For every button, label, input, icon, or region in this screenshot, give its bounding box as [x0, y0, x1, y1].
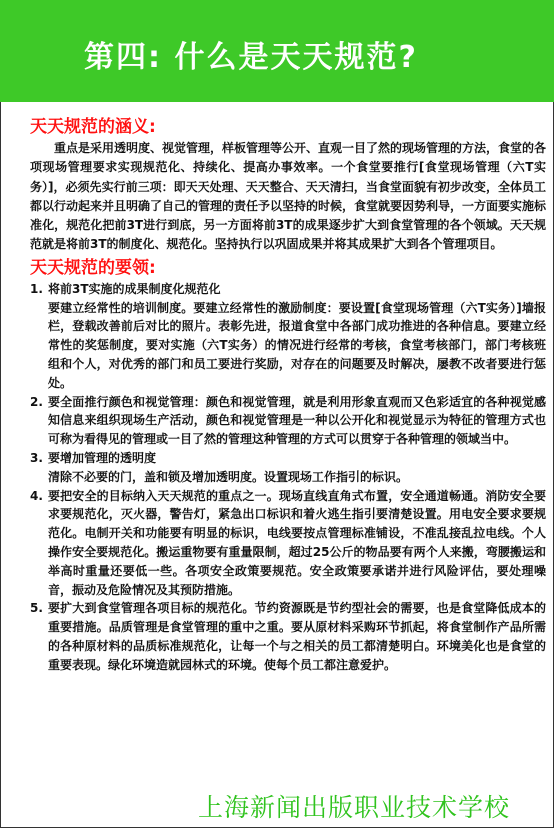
item-title: 要增加管理的透明度	[48, 450, 157, 465]
item-body: 要建立经常性的培训制度。要建立经常性的激励制度：要设置[食堂现场管理（六T实务）]墙报栏，登载改善前后对比的照片。表彰先进，报道食堂中各部门成功推进的各种信息。要建立经常性的奖惩制度，要对实施（六T实务）的情况进行经常的考核，食堂考核部门，部门考核班组和个人，对优秀的部门和员工要进行奖励，对存在的问题要及时解决，屡教不改者要进行惩处。	[48, 300, 546, 390]
item-body: 要扩大到食堂管理各项目标的规范化。节约资源既是节约型社会的需要，也是食堂降低成本的重要措施。品质管理是食堂管理的重中之重。要从原材料采购环节抓起，将食堂制作产品所需的各种原材料的品质标准规范化，让每一个与之相关的员工都清楚明白。环境美化也是食堂的重要表现。绿化环境造就园林式的环境。使每个员工都注意爱护。	[48, 601, 546, 672]
item-number: 3.	[30, 450, 43, 465]
item-body: 清除不必要的门，盖和锁及增加透明度。设置现场工作指引的标识。	[48, 469, 409, 484]
item-number: 5.	[30, 601, 43, 616]
list-item	[30, 393, 546, 449]
school-name-footer: 上海新闻出版职业技术学校	[198, 793, 511, 822]
item-body: 要把安全的目标纳入天天规范的重点之一。现场直线直角式布置，安全通道畅通。消防安全要求要规范化，灭火器，警告灯，紧急出口标识和着火逃生指引要清楚设置。用电安全要求要规范化。电制开关和功能要有明显的标识，电线要按点管理标准铺设，不准乱接乱拉电线。个人操作安全要规范化。搬运重物要有重量限制，超过25公斤的物品要有两个人来搬，弯腰搬运和举高时重量还要低一些。各项安全政策要规范。安全政策要承诺并进行风险评估，要处理噪音，振动及危险情况及其预防措施。	[48, 488, 546, 597]
title-banner	[0, 0, 554, 102]
list-item	[30, 449, 546, 487]
list-item	[30, 487, 546, 600]
essentials-list	[30, 280, 546, 675]
item-number: 1.	[30, 281, 43, 296]
meaning-heading: 天天规范的涵义:	[30, 117, 156, 137]
item-body: 要全面推行颜色和视觉管理：颜色和视觉管理，就是利用形象直观而又色彩适宜的各种视觉感知信息来组织现场生产活动，颜色和视觉管理是一种以公开化和视觉显示为特征的管理方式也可称为看得见的管理或一目了然的管理这种管理的方式可以贯穿于各种管理的领域当中。	[48, 394, 546, 447]
list-item	[30, 599, 546, 674]
item-number: 4.	[30, 488, 43, 503]
item-title: 将前3T实施的成果制度化规范化	[48, 281, 221, 296]
meaning-paragraph: 重点是采用透明度、视觉管理，样板管理等公开、直观一目了然的现场管理的方法，食堂的各项现场管理要求实现规范化、持续化、提高办事效率。一个食堂要推行[食堂现场管理（六T实务）]，必须先实行前三项：即天天处理、天天整合、天天清扫，当食堂面貌有初步改变，全体员工都以行动起来并且明确了自己的管理的责任予以坚持的时候，食堂就要因势利导，一方面要实施标准化，规范化把前3T进行到底，另一方面将前3T的成果逐步扩大到食堂管理的各个领域。天天规范就是将前3T的制度化、规范化。坚持执行以巩固成果并将其成果扩大到各个管理项目。	[30, 141, 547, 252]
document-body	[30, 117, 546, 675]
essentials-heading: 天天规范的要领:	[30, 257, 156, 278]
page-title: 第四: 什么是天天规范?	[84, 40, 418, 75]
item-number: 2.	[30, 394, 43, 409]
list-item	[30, 280, 546, 393]
